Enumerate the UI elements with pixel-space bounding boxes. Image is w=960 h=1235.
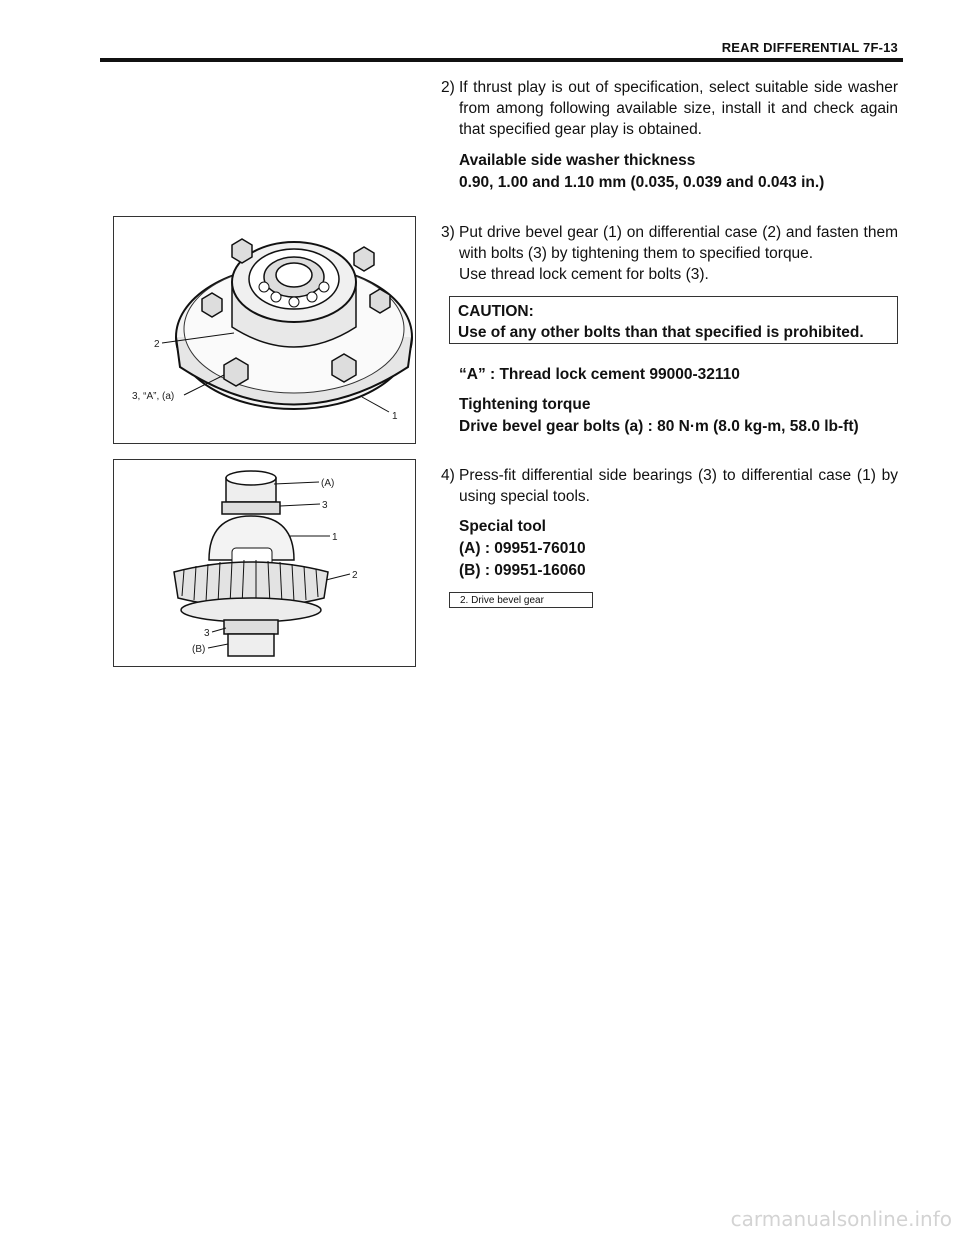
figure-2-label-B: (B) — [192, 644, 206, 655]
figure-legend: 2. Drive bevel gear — [449, 592, 593, 608]
figure-2-label-3-bottom: 3 — [204, 628, 210, 639]
figure-2-illustration — [114, 460, 415, 666]
caution-text: Use of any other bolts than that specified is prohibited. — [458, 324, 864, 341]
step-2-text: If thrust play is out of specification, select suitable side washer from among following available size, install it and check again that specified gear play is obtained. — [459, 79, 898, 138]
step-2-spec-value: 0.90, 1.00 and 1.10 mm (0.035, 0.039 and 0.043 in.) — [459, 174, 825, 191]
step-4-text: Press-fit differential side bearings (3) to differential case (1) by using special tools. — [459, 467, 898, 505]
step-4-number: 4) — [441, 467, 455, 484]
step-2-spec-title: Available side washer thickness — [459, 152, 696, 169]
step-3-text2: Use thread lock cement for bolts (3). — [459, 266, 709, 283]
step-4 — [441, 465, 898, 507]
figure-2-label-2: 2 — [352, 570, 358, 581]
thread-lock-cement: “A” : Thread lock cement 99000-32110 — [459, 366, 740, 383]
header-rule — [100, 58, 903, 62]
caution-box — [449, 296, 898, 344]
footer-watermark: carmanualsonline.info — [730, 1207, 952, 1231]
figure-2-label-3-top: 3 — [322, 500, 328, 511]
page-header-title: REAR DIFFERENTIAL 7F-13 — [721, 40, 898, 55]
torque-value: Drive bevel gear bolts (a) : 80 N·m (8.0 kg-m, 58.0 lb-ft) — [459, 418, 859, 435]
figure-bevel-gear-bolts — [113, 216, 416, 444]
special-tool-b: (B) : 09951-16060 — [459, 562, 586, 579]
figure-side-bearings-press — [113, 459, 416, 667]
figure-1-label-3a: 3, “A”, (a) — [132, 391, 175, 402]
figure-2-label-A: (A) — [321, 478, 335, 489]
step-2 — [441, 77, 898, 140]
step-3-number: 3) — [441, 224, 455, 241]
torque-title: Tightening torque — [459, 396, 591, 413]
figure-1-illustration — [114, 217, 415, 443]
step-3 — [441, 222, 898, 285]
special-tool-title: Special tool — [459, 518, 546, 535]
caution-title: CAUTION: — [458, 303, 534, 320]
figure-2-label-1: 1 — [332, 532, 338, 543]
step-3-text: Put drive bevel gear (1) on differential case (2) and fasten them with bolts (3) by tightening them to specified torque. — [459, 224, 898, 262]
step-2-number: 2) — [441, 79, 455, 96]
special-tool-a: (A) : 09951-76010 — [459, 540, 586, 557]
figure-1-label-1: 1 — [392, 411, 398, 422]
figure-1-label-2: 2 — [154, 339, 160, 350]
